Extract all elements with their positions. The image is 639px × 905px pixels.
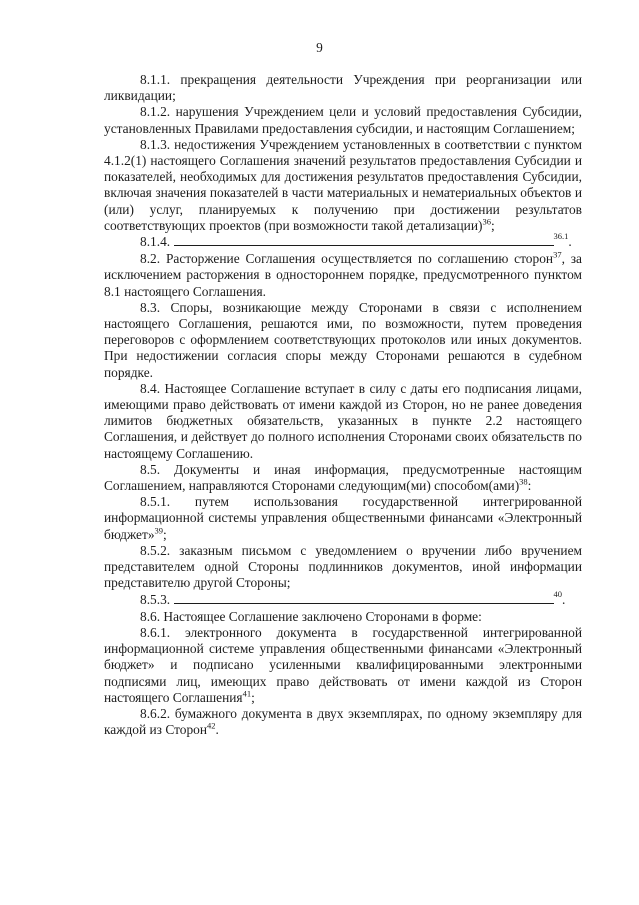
footnote-ref: 36 <box>482 216 491 227</box>
clause-text: 8.5.1. путем использования государственной интегрированной информационной системы управления общественными финансами «Электронный бюджет» <box>104 494 582 542</box>
clause-8-6-1 <box>104 625 582 706</box>
clause-text: 8.2. Расторжение Соглашения осуществляется по соглашению сторон <box>140 251 554 267</box>
page-number: 9 <box>316 40 323 55</box>
blank-fill-line <box>174 235 554 246</box>
clause-text: 8.3. Споры, возникающие между Сторонами в связи с исполнением настоящего Соглашения, решаются ими, по возможности, путем проведения переговоров с оформлением соответствующих протоколов или иных документов. При недостижении согласия споры между Сторонами решаются в судебном порядке. <box>104 299 582 380</box>
clause-8-1-2 <box>104 104 582 136</box>
clause-8-6-2 <box>104 706 582 738</box>
clause-text: 8.1.2. нарушения Учреждением цели и условий предоставления Субсидии, установленных Правилами предоставления субсидии, и настоящим Соглашением; <box>104 104 582 136</box>
clause-tail: . <box>562 591 566 607</box>
footnote-ref: 37 <box>553 249 562 260</box>
clause-text: 8.4. Настоящее Соглашение вступает в силу с даты его подписания лицами, имеющими право действовать от имени каждой из Сторон, но не ранее доведения лимитов бюджетных обязательств, указанных в пункте 2.2 настоящего Соглашения, и действует до полного исполнения Сторонами своих обязательств по настоящему Соглашению. <box>104 380 582 461</box>
clause-tail: : <box>527 478 532 494</box>
clause-8-1-4 <box>104 231 582 251</box>
footnote-ref: 40 <box>553 588 562 599</box>
clause-tail: . <box>568 234 572 250</box>
clause-label: 8.5.3. <box>140 591 171 607</box>
clause-8-6 <box>104 609 582 625</box>
clause-8-5-3 <box>104 588 582 609</box>
document-body <box>104 72 582 738</box>
clause-8-5-1 <box>104 494 582 543</box>
blank-fill-line <box>174 593 554 604</box>
clause-text: 8.1.1. прекращения деятельности Учреждения при реорганизации или ликвидации; <box>104 72 582 104</box>
clause-text: 8.6. Настоящее Соглашение заключено Сторонами в форме: <box>140 608 482 624</box>
clause-text: 8.6.2. бумажного документа в двух экземплярах, по одному экземпляру для каждой из Сторон <box>104 705 582 738</box>
clause-text: 8.5.2. заказным письмом с уведомлением о вручении либо вручением представителем одной Стороны подлинников документов, иной информации представителю другой Стороны; <box>104 542 582 591</box>
clause-tail: ; <box>490 217 495 233</box>
clause-text-continued: , за исключением расторжения в одностороннем порядке, предусмотренного пунктом 8.1 настоящего Соглашения. <box>104 251 582 299</box>
clause-tail: . <box>215 722 219 738</box>
footnote-ref: 39 <box>154 525 164 536</box>
clause-8-5-2 <box>104 543 582 592</box>
clause-8-1-1 <box>104 72 582 104</box>
footnote-ref: 36.1 <box>553 231 569 242</box>
footnote-ref: 41 <box>242 688 252 699</box>
clause-tail: ; <box>163 526 167 542</box>
clause-8-2 <box>104 251 582 300</box>
footnote-ref: 42 <box>207 720 216 731</box>
footnote-ref: 38 <box>519 476 528 487</box>
clause-8-5 <box>104 462 582 494</box>
clause-text: 8.5. Документы и иная информация, предусмотренные настоящим Соглашением, направляются Сторонами следующим(ми) способом(ами) <box>104 461 582 494</box>
clause-8-1-3 <box>104 137 582 234</box>
clause-8-3 <box>104 300 582 381</box>
clause-label: 8.1.4. <box>140 234 171 250</box>
clause-text: 8.6.1. электронного документа в государственной интегрированной информационной системе управления общественными финансами «Электронный бюджет» и подписано усиленными квалифицированными электронными подписями лиц, имеющих право действовать от имени каждой из Сторон настоящего Соглашения <box>104 624 582 705</box>
clause-text: 8.1.3. недостижения Учреждением установленных в соответствии с пунктом 4.1.2(1) настоящего Соглашения значений результатов предоставления Субсидии и показателей, необходимых для достижения результатов предоставления Субсидии, включая значения показателей в части материальных и нематериальных объектов и (или) услуг, планируемых к получению при достижении результатов соответствующих проектов (при возможности такой детализации) <box>104 136 582 233</box>
clause-tail: ; <box>251 689 255 705</box>
clause-8-4 <box>104 381 582 462</box>
